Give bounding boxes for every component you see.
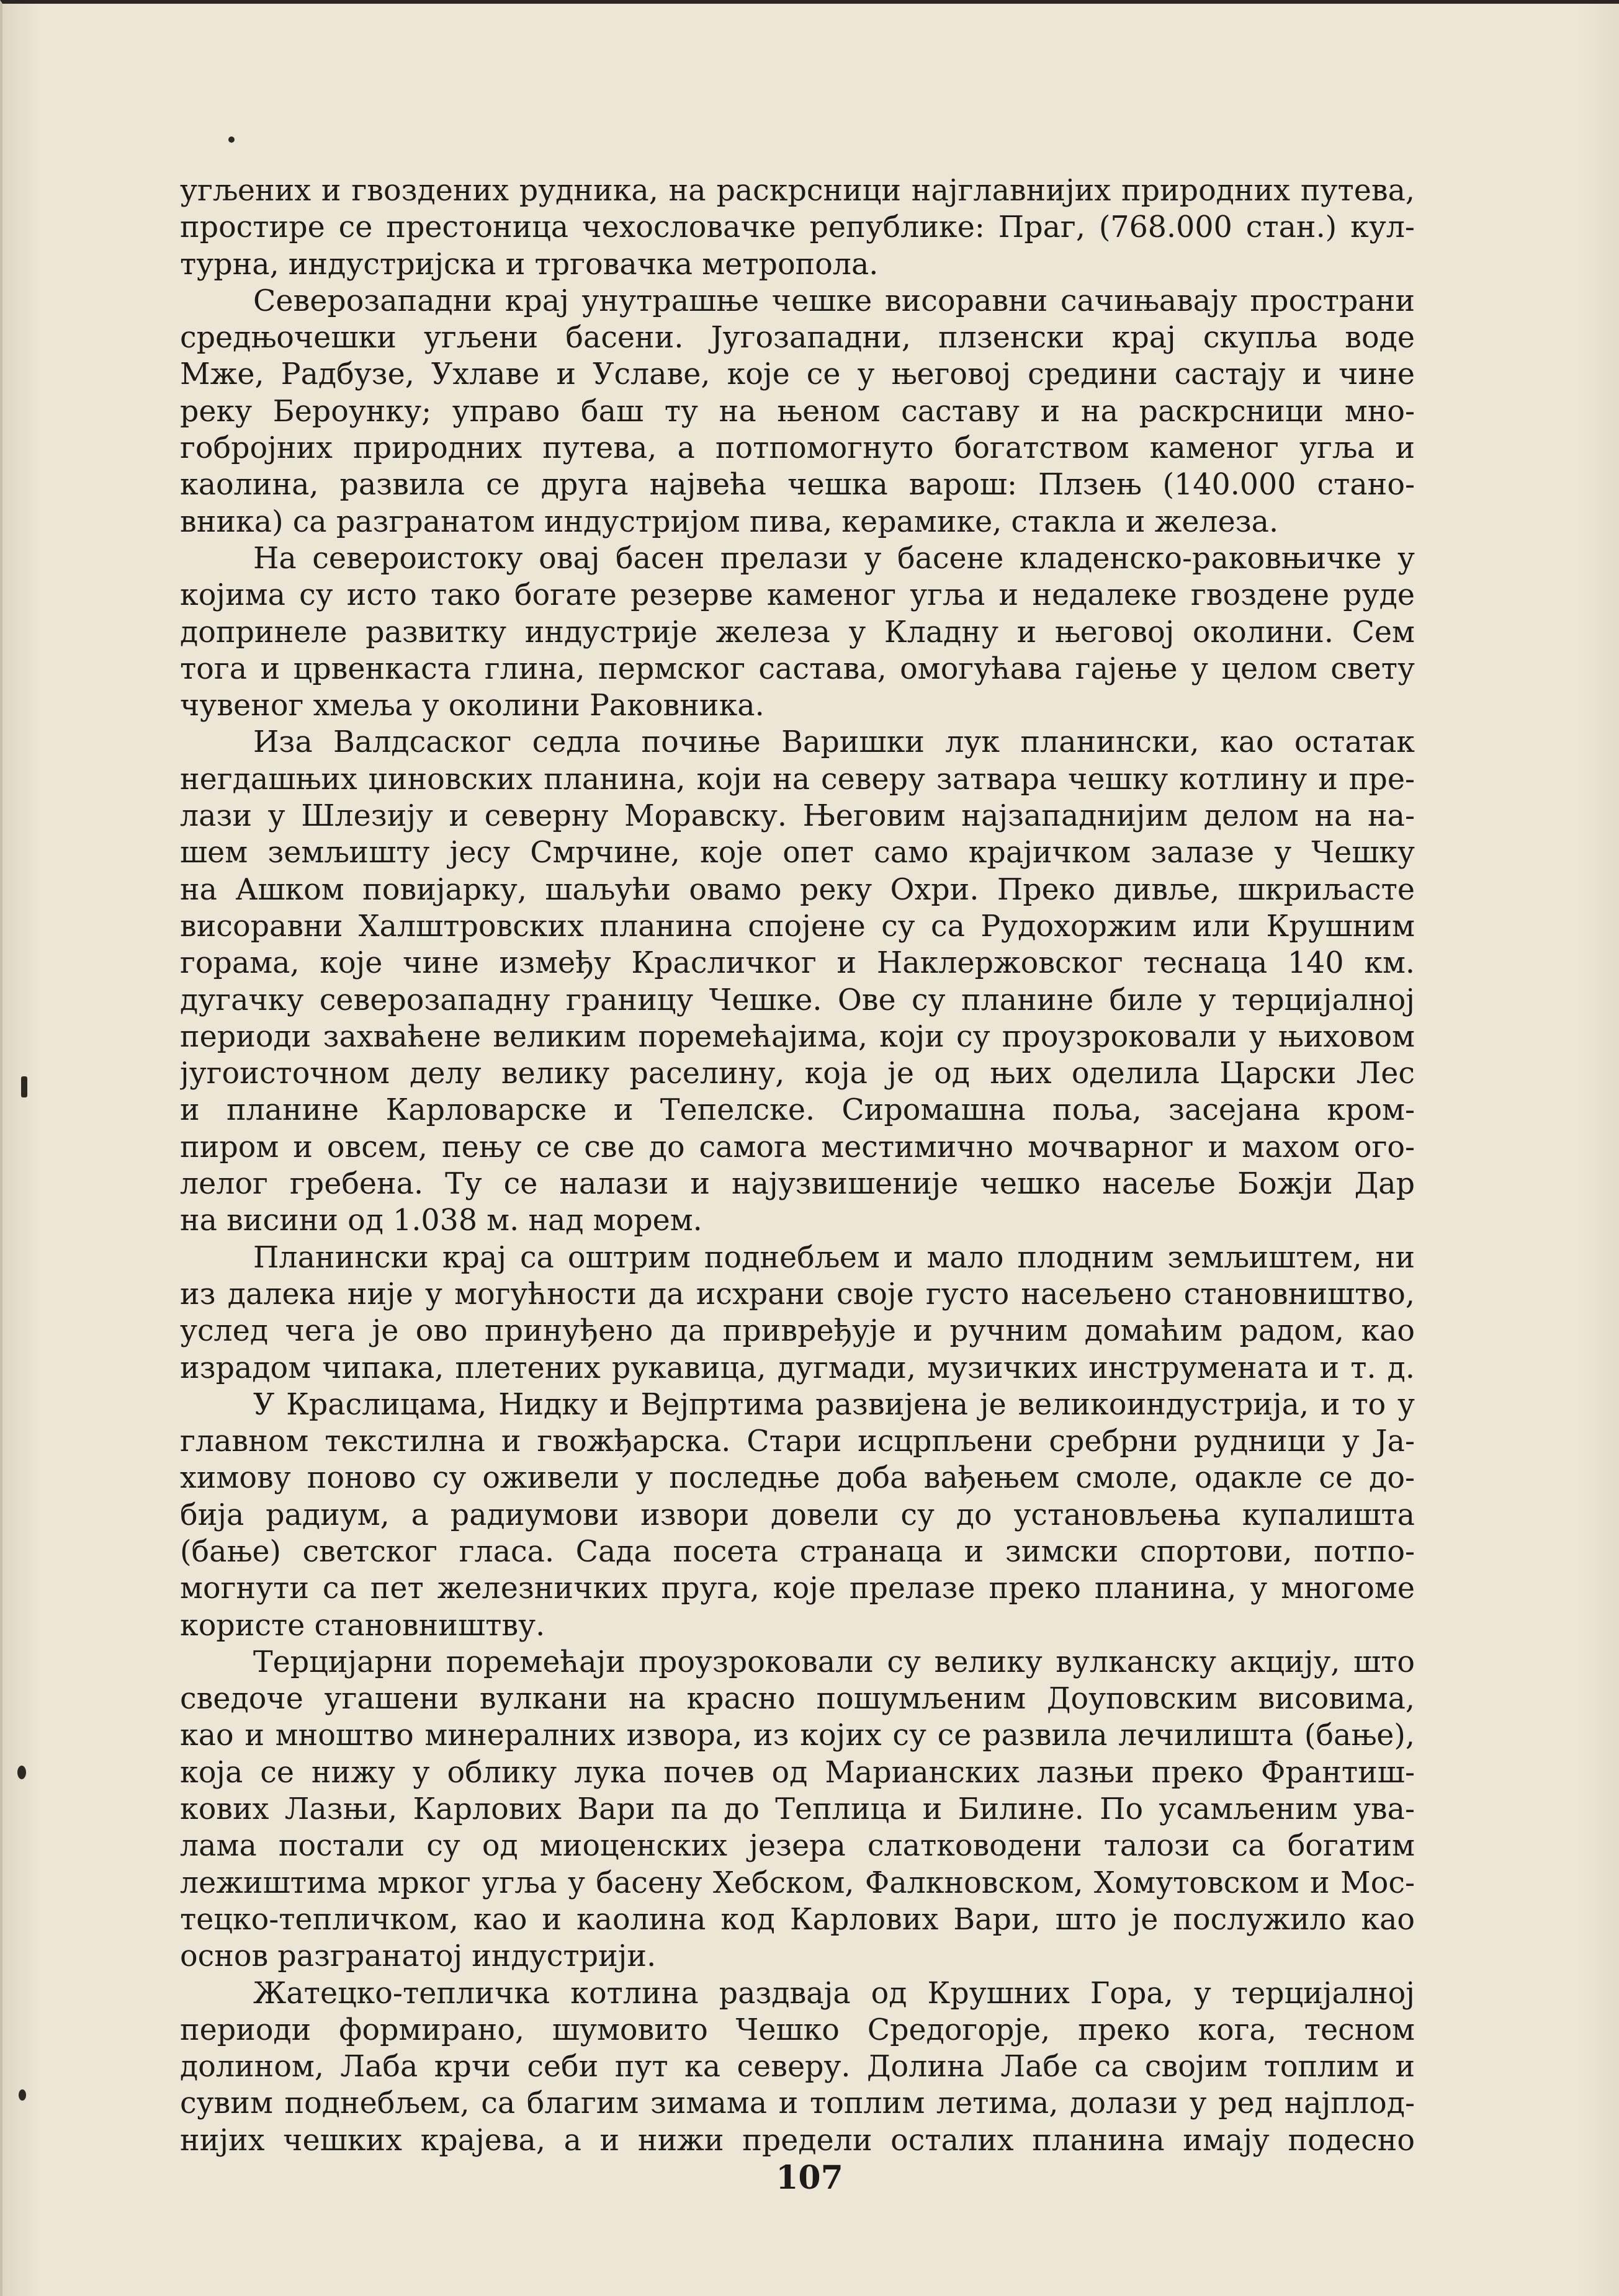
text-line: На североистоку овај басен прелази у басене кладенско-раковњичке у — [253, 541, 1415, 576]
text-line: негдашњих џиновских планина, који на северу затвара чешку котлину и пре- — [180, 762, 1415, 797]
text-line: која се нижу у облику лука почев од Марианских лазњи преко Франтиш- — [180, 1755, 1415, 1790]
text-line: дугачку северозападну границу Чешке. Ове су планине биле у терцијалној — [180, 983, 1415, 1017]
text-line: долином, Лаба крчи себи пут ка северу. Долина Лабе са својим топлим и — [180, 2050, 1415, 2084]
text-line: турна, индустријска и трговачка метропола. — [180, 247, 879, 282]
margin-binding-mark — [19, 2089, 26, 2101]
text-line: висоравни Халштровских планина спојене су са Рудохоржим или Крушним — [180, 909, 1415, 944]
text-line: Мже, Радбузе, Ухлаве и Уславе, које се у његовој средини састају и чине — [180, 357, 1415, 392]
text-line: могнути са пет железничких пруга, које прелазе преко планина, у многоме — [180, 1571, 1415, 1606]
margin-binding-mark — [21, 1076, 27, 1097]
text-line: простире се престоница чехословачке републике: Праг, (768.000 стан.) кул- — [180, 210, 1415, 245]
text-line: средњочешки угљени басени. Југозападни, плзенски крај скупља воде — [180, 321, 1415, 355]
text-line: лази у Шлезију и северну Моравску. Његовим најзападнијим делом на на- — [180, 799, 1415, 834]
margin-dot-mark — [228, 136, 235, 143]
document-page — [180, 172, 1415, 2159]
text-line: основ разгранатој индустрији. — [180, 1939, 657, 1974]
text-line: на висини од 1.038 м. над морем. — [180, 1204, 702, 1238]
text-line: и планине Карловарске и Тепелске. Сиромашна поља, засејана кром- — [180, 1093, 1415, 1128]
text-line: лежиштима мрког угља у басену Хебском, Фалкновском, Хомутовском и Мос- — [180, 1865, 1415, 1900]
text-line: пиром и овсем, пењу се све до самога местимично мочварног и махом ого- — [180, 1130, 1415, 1164]
text-line: лама постали су од миоценских језера слатководени талози са богатим — [180, 1829, 1415, 1864]
text-line: главном текстилна и гвожђарска. Стари исцрпљени сребрни рудници у Ја- — [180, 1424, 1415, 1459]
text-line: (бање) светског гласа. Сада посета странаца и зимски спортови, потпо- — [180, 1534, 1415, 1569]
text-line: чувеног хмеља у околини Раковника. — [180, 689, 765, 723]
page-number: 107 — [776, 2159, 843, 2197]
text-line: каолина, развила се друга највећа чешка варош: Плзењ (140.000 стано- — [180, 468, 1415, 503]
text-line: вника) са разгранатом индустријом пива, керамике, стакла и железа. — [180, 504, 1279, 539]
text-line: тецко-тепличком, као и каолина код Карлових Вари, што је послужило као — [180, 1902, 1415, 1937]
text-line: сведоче угашени вулкани на красно пошумљеним Доуповским висовима, — [180, 1682, 1415, 1717]
text-line: Северозападни крај унутрашње чешке висоравни сачињавају пространи — [253, 284, 1415, 318]
text-line: Планински крај са оштрим поднебљем и мало плодним земљиштем, ни — [253, 1240, 1415, 1275]
text-line: као и мноштво минералних извора, из којих су се развила лечилишта (бање), — [180, 1718, 1415, 1753]
text-line: кових Лазњи, Карлових Вари па до Теплица и Билине. По усамљеним ува- — [180, 1792, 1415, 1827]
text-line: југоисточном делу велику раселину, која је од њих оделила Царски Лес — [180, 1056, 1415, 1091]
text-line: Жатецко-тепличка котлина раздваја од Крушних Гора, у терцијалној — [253, 1976, 1415, 2011]
text-line: реку Бероунку; управо баш ту на њеном саставу и на раскрсници мно- — [180, 394, 1415, 429]
text-line: сувим поднебљем, са благим зимама и топлим летима, долази у ред најплод- — [180, 2086, 1415, 2121]
text-line: на Ашком повијарку, шаљући овамо реку Охри. Преко дивље, шкриљасте — [180, 872, 1415, 907]
text-line: У Краслицама, Нидку и Вејпртима развијена је великоиндустрија, и то у — [253, 1387, 1415, 1422]
text-line: периоди захваћене великим поремећајима, који су проузроковали у њиховом — [180, 1019, 1415, 1054]
text-line: шем земљишту јесу Смрчине, које опет само крајичком залазе у Чешку — [180, 836, 1415, 870]
text-line: користе становништву. — [180, 1608, 545, 1643]
text-line: услед чега је ово принуђено да привређује и ручним домаћим радом, као — [180, 1314, 1415, 1349]
margin-binding-mark — [17, 1766, 26, 1779]
text-line: Иза Валдсаског седла почиње Варишки лук планински, као остатак — [253, 725, 1415, 760]
text-line: нијих чешких крајева, а и нижи предели осталих планина имају подесно — [180, 2123, 1415, 2158]
body-text — [180, 172, 1415, 2159]
text-line: Терцијарни поремећаји проузроковали су велику вулканску акцију, што — [253, 1645, 1415, 1679]
text-line: химову поново су оживели у последње доба вађењем смоле, одакле се до- — [180, 1461, 1415, 1496]
text-line: из далека није у могућности да исхрани своје густо насељено становништво, — [180, 1277, 1415, 1311]
text-line: бија радиум, а радиумови извори довели су до установљења купалишта — [180, 1498, 1415, 1532]
text-line: којима су исто тако богате резерве каменог угља и недалеке гвоздене руде — [180, 578, 1415, 613]
text-line: допринеле развитку индустрије железа у Кладну и његовој околини. Сем — [180, 615, 1415, 650]
text-line: угљених и гвоздених рудника, на раскрсници најглавнијих природних путева, — [180, 174, 1415, 208]
text-line: периоди формирано, шумовито Чешко Средогорје, преко кога, тесном — [180, 2012, 1415, 2047]
text-line: горама, које чине између Красличког и Наклержовског теснаца 140 км. — [180, 946, 1415, 981]
text-line: гобројних природних путева, а потпомогнуто богатством каменог угља и — [180, 431, 1415, 466]
text-line: израдом чипака, плетених рукавица, дугмади, музичких инструмената и т. д. — [180, 1351, 1415, 1385]
text-line: лелог гребена. Ту се налази и најузвишеније чешко насеље Божји Дар — [180, 1167, 1415, 1202]
text-line: тога и црвенкаста глина, пермског састава, омогућава гајење у целом свету — [180, 651, 1415, 686]
